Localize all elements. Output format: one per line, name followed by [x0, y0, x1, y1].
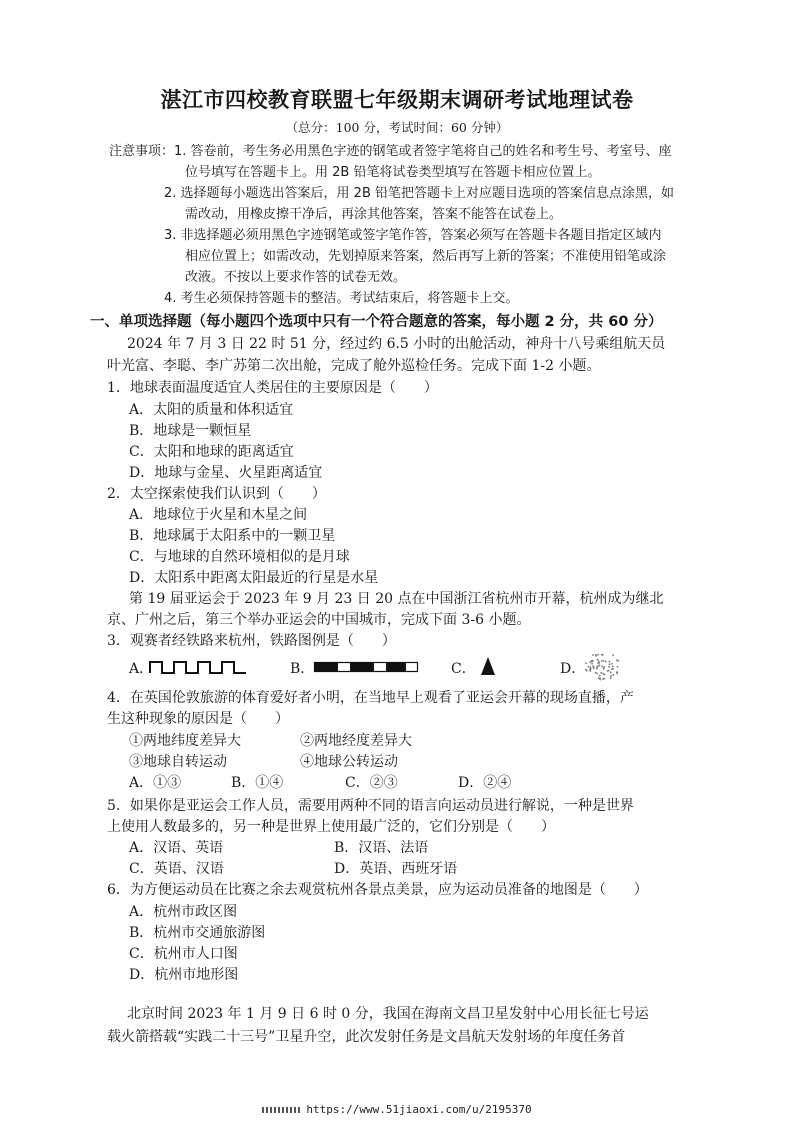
- q4-choice-1: ①两地纬度差异大: [129, 733, 241, 749]
- notice-line-1: 注意事项：1. 答卷前，考生务必用黑色字迹的钢笔或者签字笔将自己的姓名和考生号、考室号、座: [109, 144, 672, 159]
- q3-option-d: D．: [560, 661, 586, 677]
- q4-choice-3: ③地球自转运动: [129, 754, 227, 770]
- notice-line-7: 改液。不按以上要求作答的试卷无效。: [185, 270, 407, 285]
- q5-option-b: B．汉语、法语: [334, 840, 429, 856]
- q3-option-c: C．: [451, 661, 476, 677]
- q6-option-b: B．杭州市交通旅游图: [129, 925, 266, 941]
- q5-stem-line-2: 上使用人数最多的，另一种是世界上使用最广泛的，它们分别是（ ）: [107, 819, 555, 835]
- q5-stem-line-1: 5．如果你是亚运会工作人员，需要用两种不同的语言向运动员进行解说，一种是世界: [107, 798, 634, 814]
- intro2-line-2: 京、广州之后，第三个举办亚运会的中国城市，完成下面 3-6 小题。: [107, 612, 531, 628]
- q5-option-d: D．英语、西班牙语: [334, 861, 458, 877]
- q4-option-c: C．②③: [345, 775, 398, 791]
- notice-line-4: 需改动，用橡皮擦干净后，再涂其他答案，答案不能答在试卷上。: [185, 207, 563, 222]
- q4-choice-4: ④地球公转运动: [300, 754, 398, 770]
- dotted-patch-icon: [582, 650, 622, 682]
- notice-line-3: 2. 选择题每小题选出答案后，用 2B 铅笔把答题卡上对应题目选项的答案信息点涂黑，如: [164, 186, 674, 201]
- q4-option-d: D．②④: [458, 775, 512, 791]
- footer-url: https://www.51jiaoxi.com/u/2195370: [306, 1103, 532, 1116]
- exam-subtitle: （总分：100 分，考试时间：60 分钟）: [285, 120, 509, 135]
- section-heading: 一、单项选择题（每小题四个选项中只有一个符合题意的答案，每小题 2 分，共 60 分）: [90, 314, 663, 330]
- q6-option-d: D．杭州市地形图: [129, 967, 239, 983]
- watermark-logo-icon: [262, 1107, 300, 1113]
- notice-line-2: 位号填写在答题卡上。用 2B 铅笔将试卷类型填写在答题卡相应位置上。: [185, 165, 601, 180]
- footer-watermark: [0, 1103, 794, 1116]
- q4-choice-2: ②两地经度差异大: [300, 733, 412, 749]
- q5-option-c: C．英语、汉语: [129, 861, 224, 877]
- q2-option-a: A．地球位于火星和木星之间: [129, 507, 308, 523]
- notice-line-5: 3. 非选择题必须用黑色字迹钢笔或签字笔作答，答案必须写在答题卡各题目指定区域内: [164, 228, 662, 243]
- q3-option-b: B．: [290, 661, 315, 677]
- exam-title: 湛江市四校教育联盟七年级期末调研考试地理试卷: [160, 88, 634, 112]
- intro1-line-2: 叶光富、李聪、李广苏第二次出舱，完成了舱外巡检任务。完成下面 1-2 小题。: [107, 358, 601, 374]
- q2-option-d: D．太阳系中距离太阳最近的行星是水星: [129, 570, 379, 586]
- q6-option-a: A．杭州市政区图: [129, 904, 238, 920]
- q5-option-a: A．汉语、英语: [129, 840, 224, 856]
- q4-option-b: B．①④: [231, 775, 284, 791]
- q3-stem: 3．观赛者经铁路来杭州，铁路图例是（ ）: [107, 633, 396, 649]
- intro2-line-1: 第 19 届亚运会于 2023 年 9 月 23 日 20 点在中国浙江省杭州市开幕，杭州成为继北: [129, 591, 664, 607]
- intro3-line-2: 载火箭搭载“实践二十三号”卫星升空，此次发射任务是文昌航天发射场的年度任务首: [107, 1029, 626, 1045]
- intro3-line-1: 北京时间 2023 年 1 月 9 日 6 时 0 分，我国在海南文昌卫星发射中心用长征七号运: [127, 1006, 649, 1022]
- notice-line-6: 相应位置上；如需改动，先划掉原来答案，然后再写上新的答案；不准使用铅笔或涂: [185, 249, 667, 264]
- q2-stem: 2．太空探索使我们认识到（ ）: [107, 486, 326, 502]
- q3-option-a: A．: [129, 661, 154, 677]
- q4-option-a: A．①③: [129, 775, 182, 791]
- q2-option-c: C．与地球的自然环境相似的是月球: [129, 549, 350, 565]
- intro1-line-1: 2024 年 7 月 3 日 22 时 51 分，经过约 6.5 小时的出舱活动，神舟十八号乘组航天员: [127, 336, 666, 352]
- q6-option-c: C．杭州市人口图: [129, 946, 238, 962]
- q4-stem-line-2: 生这种现象的原因是（ ）: [107, 711, 289, 727]
- q6-stem: 6．为方便运动员在比赛之余去观赏杭州各景点美景，应为运动员准备的地图是（ ）: [107, 882, 648, 898]
- q4-stem-line-1: 4．在英国伦敦旅游的体育爱好者小明，在当地早上观看了亚运会开幕的现场直播，产: [107, 690, 634, 706]
- q1-option-b: B．地球是一颗恒星: [129, 423, 252, 439]
- square-wave-legend-icon: [150, 659, 248, 675]
- mountain-peak-triangle-icon: [480, 656, 496, 676]
- black-white-bar-legend-icon: [314, 662, 418, 672]
- q1-stem: 1．地球表面温度适宜人类居住的主要原因是（ ）: [107, 380, 438, 396]
- q1-option-a: A．太阳的质量和体积适宜: [129, 402, 294, 418]
- notice-line-8: 4. 考生必须保持答题卡的整洁。考试结束后，将答题卡上交。: [164, 291, 519, 306]
- q2-option-b: B．地球属于太阳系中的一颗卫星: [129, 528, 336, 544]
- q1-option-d: D．地球与金星、火星距离适宜: [129, 465, 323, 481]
- q1-option-c: C．太阳和地球的距离适宜: [129, 444, 294, 460]
